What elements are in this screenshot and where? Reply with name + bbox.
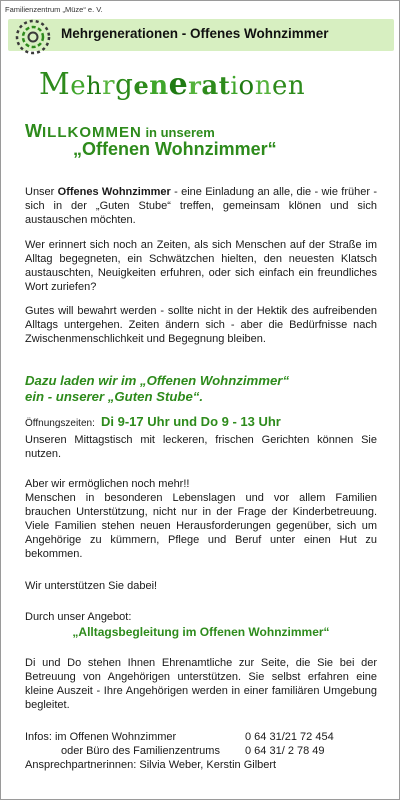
hero-letter: e <box>168 67 189 102</box>
more-line: Aber wir ermöglichen noch mehr!! <box>25 478 190 490</box>
logo-icon <box>11 15 55 59</box>
hero-letter: n <box>287 71 306 101</box>
values-paragraph: Gutes will bewahrt werden - sollte nicht in der Hektik des aufreibenden Alltags untergehen. Zeiten ändern sich - aber die Bedürfnisse nach Zwischenmenschlichkeit und Begegnung bleiben. <box>25 305 377 345</box>
hero-letter: t <box>218 71 231 100</box>
hero-letter: e <box>271 71 288 101</box>
support-paragraph: Menschen in besonderen Lebenslagen und vor allem Familien brauchen Unterstützung, nicht nur in der Frage der Kinderbetreuung. Viele Familien stehen neuen Herausforderungen gegenüber, sich um Angehörige zu kümmern, Pflege und Beruf unter einen Hut zu bekommen. <box>25 492 377 560</box>
hero-letter: r <box>102 71 116 101</box>
hero-letter: h <box>86 72 103 100</box>
hero-title <box>39 67 379 111</box>
hero-letter: r <box>188 71 202 100</box>
we-support-line: Wir unterstützen Sie dabei! <box>25 580 158 592</box>
memories-paragraph: Wer erinnert sich noch an Zeiten, als sich Menschen auf der Straße im Alltag begegneten, ein Schwätzchen hielten, den neuesten Klatsch austauschten, Neuigkeiten erfuhren, oder sich einfach ein freundliches Wort zuriefen? <box>25 239 377 293</box>
contact-row-3: Ansprechpartnerinnen: Silvia Weber, Kerstin Gilbert <box>25 759 277 771</box>
hero-letter: n <box>149 71 169 101</box>
hero-text <box>39 67 305 102</box>
intro-paragraph: Unser Offenes Wohnzimmer - eine Einladung an alle, die - wie früher - sich in der „Guten Stube“ treffen, gemeinsam klönen und sich austauschen möchten. <box>25 186 377 226</box>
offer-label: Durch unser Angebot: <box>25 611 132 623</box>
hero-letter: g <box>115 68 134 101</box>
hero-letter: e <box>133 71 150 100</box>
welcome-subtitle: „Offenen Wohnzimmer“ <box>73 139 277 159</box>
volunteers-paragraph: Di und Do stehen Ihnen Ehrenamtliche zur Seite, die Sie bei der Betreuung von Angehörigen unterstützen. Sie selbst erfahren eine kleine Auszeit - Ihre Angehörigen werden in einer familiären Umgebung begleitet. <box>25 657 377 711</box>
hero-letter: e <box>70 71 87 101</box>
header-title: Mehrgenerationen - Offenes Wohnzimmer <box>61 26 329 41</box>
lunch-paragraph: Unseren Mittagstisch mit leckeren, frischen Gerichten können Sie nutzen. <box>25 434 377 460</box>
invitation-heading: Dazu laden wir im „Offenen Wohnzimmer“ ein - unserer „Guten Stube“. <box>25 373 290 404</box>
hero-letter: M <box>39 67 71 102</box>
contact-row-2: oder Büro des Familienzentrums 0 64 31/ 2 78 49 <box>61 745 325 757</box>
contact-block <box>25 730 385 772</box>
hero-letter: n <box>254 71 272 101</box>
welcome-heading: WILLKOMMEN in unserem <box>25 121 215 141</box>
organization-name: Familienzentrum „Müze“ e. V. <box>5 5 103 14</box>
hero-letter: a <box>201 71 219 101</box>
hero-letter: i <box>230 72 239 100</box>
offer-title: „Alltagsbegleitung im Offenen Wohnzimmer“ <box>72 625 330 639</box>
opening-hours: Öffnungszeiten: Di 9-17 Uhr und Do 9 - 13 Uhr <box>25 414 281 429</box>
contact-row-1: Infos: im Offenen Wohnzimmer 0 64 31/21 72 454 <box>25 731 334 743</box>
hero-letter: o <box>238 71 255 101</box>
